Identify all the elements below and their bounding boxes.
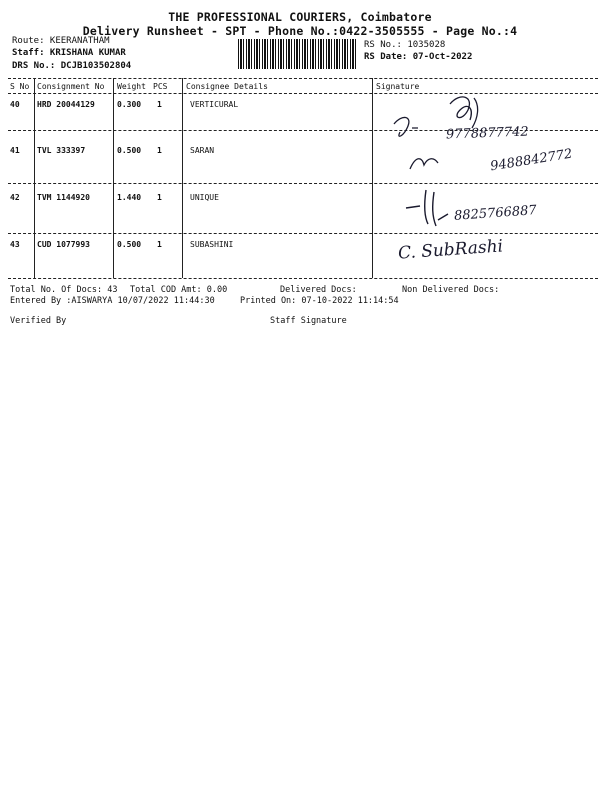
row-weight: 1.440	[117, 193, 142, 202]
row-consignment: CUD 1077993	[37, 240, 90, 249]
staff-signature: Staff Signature	[270, 316, 347, 326]
total-cod: Total COD Amt: 0.00	[130, 285, 228, 295]
column-divider	[182, 78, 183, 278]
delivered-docs: Delivered Docs:	[280, 285, 357, 295]
column-header-sno: S No	[10, 82, 30, 91]
barcode	[238, 39, 358, 69]
signature-phone: 8825766887	[453, 203, 538, 224]
column-header-weight: Weight	[117, 82, 146, 91]
row-consignee: SUBASHINI	[190, 240, 234, 249]
column-header-pcs: PCS	[153, 82, 168, 91]
signature-row-41	[400, 135, 574, 179]
signature-row-42	[402, 186, 538, 236]
row-sno: 41	[10, 146, 20, 155]
row-consignment: TVL 333397	[37, 146, 86, 155]
row-pcs: 1	[157, 240, 162, 249]
row-consignment: TVM 1144920	[37, 193, 90, 202]
entered-by: Entered By :AISWARYA 10/07/2022 11:44:30	[10, 296, 215, 306]
printed-on: Printed On: 07-10-2022 11:14:54	[240, 296, 399, 306]
signature-phone: 9488842772	[489, 146, 574, 175]
column-divider	[372, 78, 373, 278]
table-top-rule	[8, 78, 598, 79]
verified-by: Verified By	[10, 316, 67, 326]
total-docs: Total No. Of Docs: 43	[10, 285, 118, 295]
row-consignee: SARAN	[190, 146, 215, 155]
signature-phone: 9778877742	[445, 124, 529, 143]
row-consignment: HRD 20044129	[37, 100, 95, 109]
non-delivered-docs: Non Delivered Docs:	[402, 285, 500, 295]
column-header-consignment: Consignment No	[37, 82, 105, 91]
signature-name: C. SubRashi	[397, 236, 504, 264]
row-weight: 0.500	[117, 146, 142, 155]
row-sno: 40	[10, 100, 20, 109]
row-pcs: 1	[157, 193, 162, 202]
column-divider	[113, 78, 114, 278]
runsheet-subtitle: Delivery Runsheet - SPT - Phone No.:0422-3505555 - Page No.:4	[82, 24, 518, 38]
column-header-consignee: Consignee Details	[186, 82, 268, 91]
table-bottom-rule	[8, 278, 598, 279]
column-header-signature: Signature	[376, 82, 420, 91]
row-weight: 0.300	[117, 100, 142, 109]
row-consignee: UNIQUE	[190, 193, 219, 202]
row-pcs: 1	[157, 146, 162, 155]
row-sno: 42	[10, 193, 20, 202]
company-title: THE PROFESSIONAL COURIERS, Coimbatore	[168, 10, 432, 24]
drs-number: DRS No.: DCJB103502804	[12, 61, 132, 71]
row-pcs: 1	[157, 100, 162, 109]
column-divider	[34, 78, 35, 278]
row-divider	[8, 183, 598, 184]
rs-date: RS Date: 07-Oct-2022	[364, 52, 473, 62]
row-sno: 43	[10, 240, 20, 249]
route-label: Route: KEERANATHAM	[12, 36, 110, 46]
row-consignee: VERTICURAL	[190, 100, 239, 109]
rs-number: RS No.: 1035028	[364, 40, 446, 50]
row-divider	[8, 233, 598, 234]
row-weight: 0.500	[117, 240, 142, 249]
staff-label: Staff: KRISHANA KUMAR	[12, 48, 126, 58]
